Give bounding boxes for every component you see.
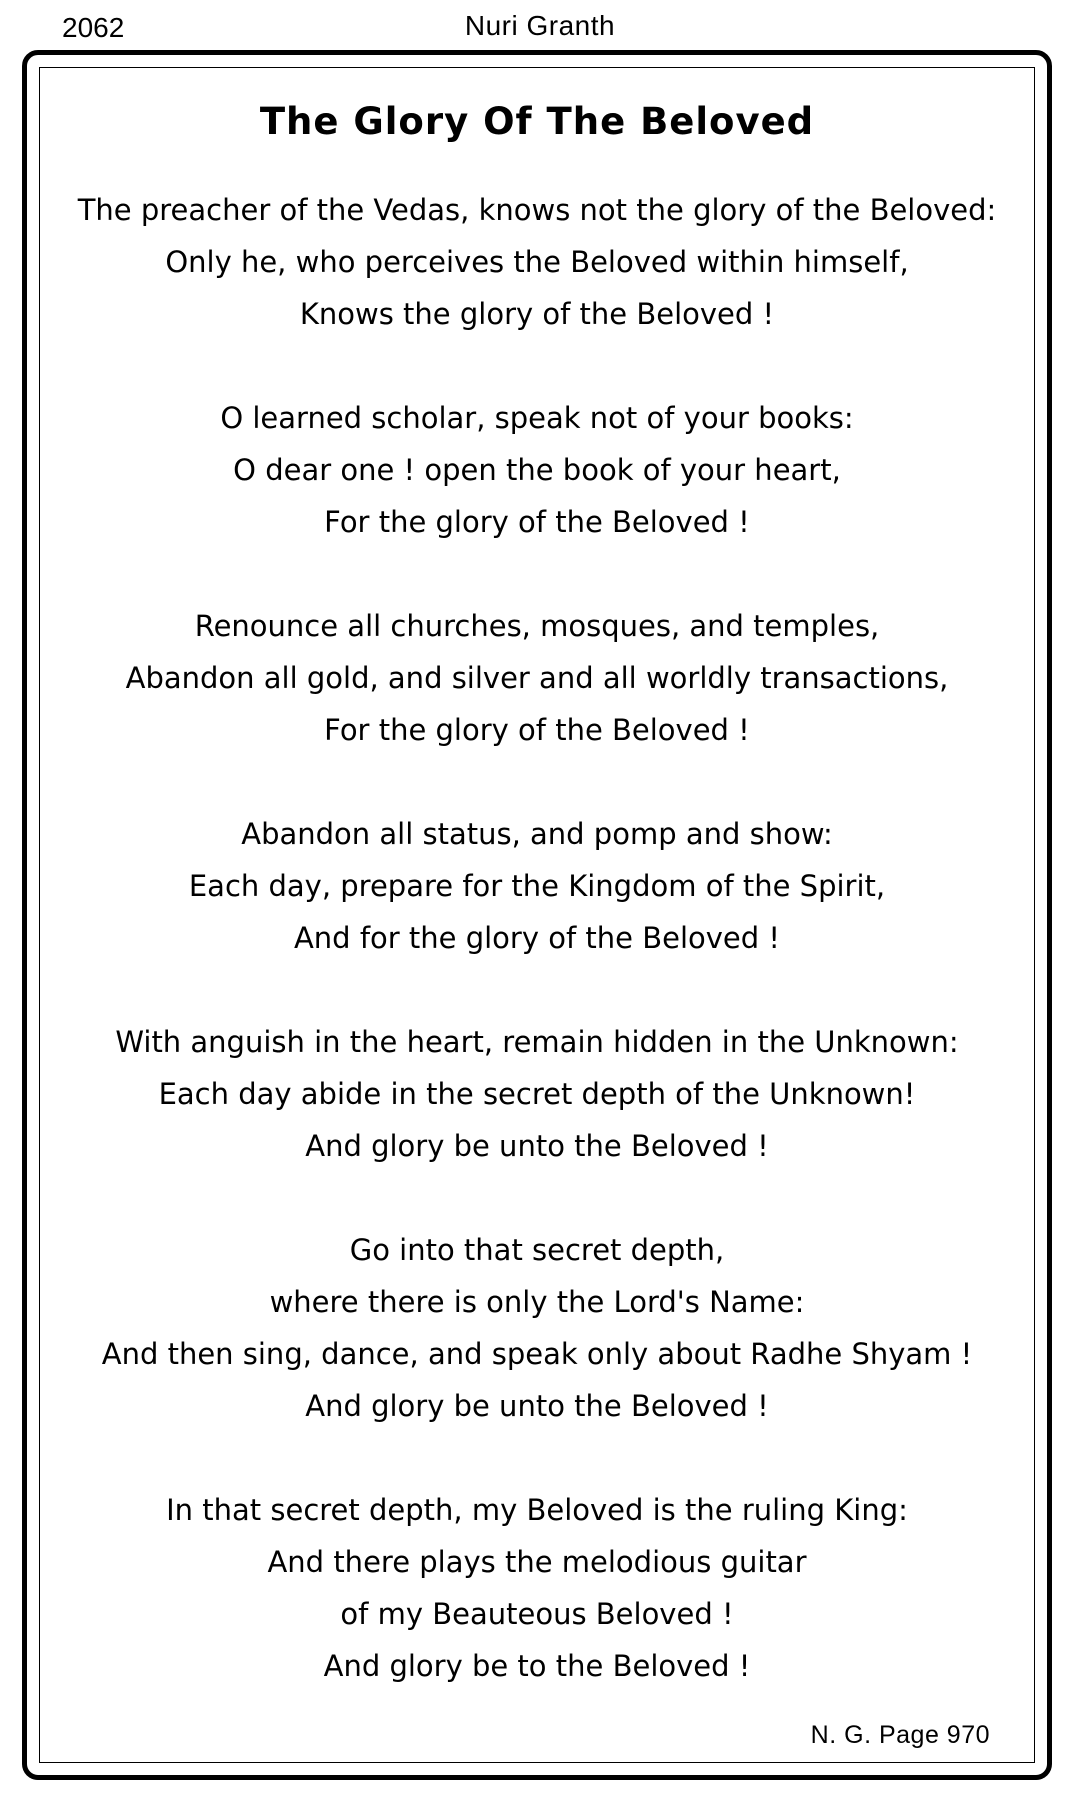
- poem-line: And there plays the melodious guitar: [267, 1545, 807, 1579]
- poem-line: O learned scholar, speak not of your books:: [220, 401, 854, 435]
- stanza: [40, 600, 1034, 756]
- poem-line: where there is only the Lord's Name:: [269, 1285, 805, 1319]
- page-frame-inner: [39, 67, 1035, 1763]
- poem-line: For the glory of the Beloved !: [324, 505, 750, 539]
- poem-line: Abandon all status, and pomp and show:: [241, 817, 833, 851]
- page-header: [0, 8, 1080, 44]
- stanza: [40, 808, 1034, 964]
- stanza: [40, 1224, 1034, 1432]
- page-frame: [22, 50, 1052, 1780]
- poem-line: of my Beauteous Beloved !: [340, 1597, 734, 1631]
- stanza: [40, 1016, 1034, 1172]
- poem-line: Abandon all gold, and silver and all worldly transactions,: [125, 661, 949, 695]
- poem-line: O dear one ! open the book of your heart,: [233, 453, 841, 487]
- stanza: [40, 184, 1034, 340]
- poem-line: For the glory of the Beloved !: [324, 713, 750, 747]
- poem-line: In that secret depth, my Beloved is the ruling King:: [166, 1493, 908, 1527]
- poem-line: Go into that secret depth,: [349, 1233, 725, 1267]
- page-number: 2062: [62, 12, 125, 43]
- poem-line: Each day abide in the secret depth of the Unknown!: [158, 1077, 916, 1111]
- stanza: [40, 1484, 1034, 1692]
- stanza: [40, 392, 1034, 548]
- poem-line: And glory be unto the Beloved !: [305, 1129, 769, 1163]
- poem-line: Only he, who perceives the Beloved within himself,: [165, 245, 909, 279]
- poem-line: With anguish in the heart, remain hidden in the Unknown:: [115, 1025, 959, 1059]
- poem-line: And then sing, dance, and speak only about Radhe Shyam !: [101, 1337, 973, 1371]
- poem-title: The Glory Of The Beloved: [259, 100, 815, 143]
- poem-line: Renounce all churches, mosques, and temples,: [194, 609, 880, 643]
- page-reference: N. G. Page 970: [810, 1721, 990, 1749]
- poem-line: And glory be unto the Beloved !: [305, 1389, 769, 1423]
- book-title: Nuri Granth: [464, 10, 616, 41]
- poem-line: And glory be to the Beloved !: [323, 1649, 751, 1683]
- poem-body: [40, 184, 1034, 1744]
- poem-line: The preacher of the Vedas, knows not the glory of the Beloved:: [77, 193, 997, 227]
- poem-line: And for the glory of the Beloved !: [293, 921, 781, 955]
- poem-line: Knows the glory of the Beloved !: [299, 297, 775, 331]
- poem-line: Each day, prepare for the Kingdom of the Spirit,: [188, 869, 886, 903]
